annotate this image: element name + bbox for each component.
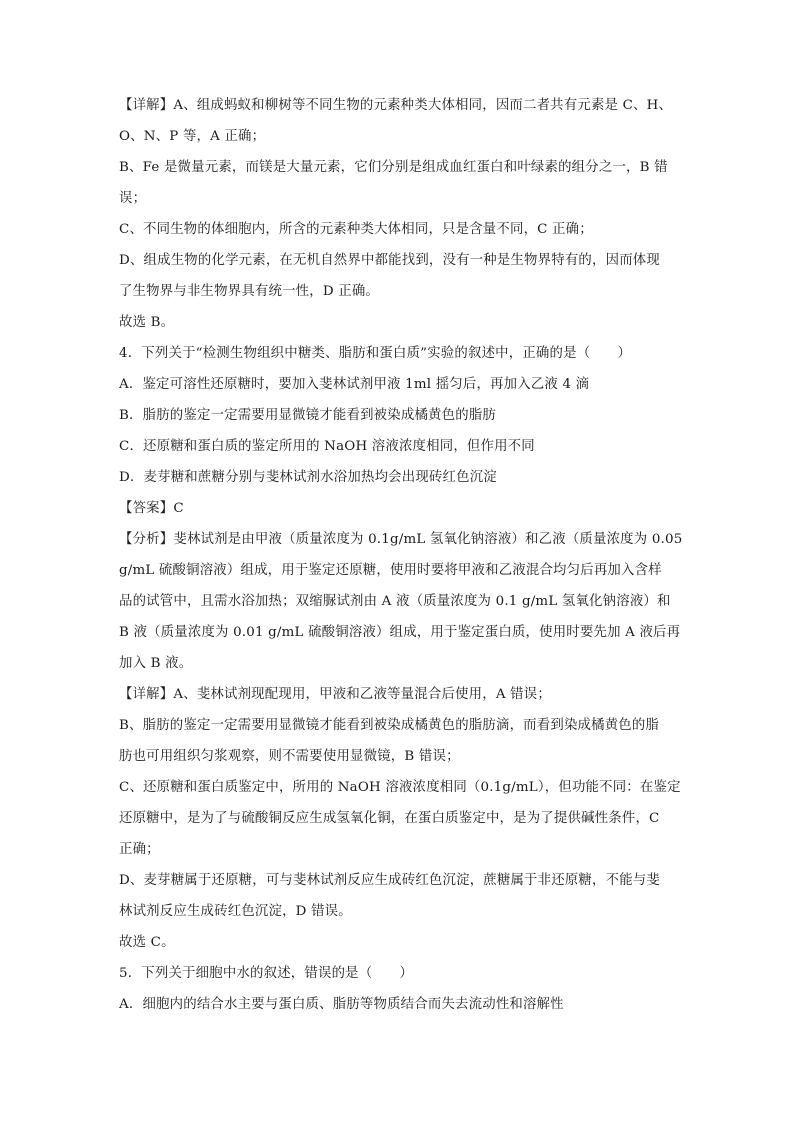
detail-c-line: C、不同生物的体细胞内，所含的元素种类大体相同，只是含量不同，C 正确； xyxy=(119,222,593,237)
detail-4c-line-1: C、还原糖和蛋白质鉴定中，所用的 NaOH 溶液浓度相同（0.1g/mL），但功能不同：在鉴定 xyxy=(119,780,681,795)
detail-a-line-1: 【详解】A、组成蚂蚁和柳树等不同生物的元素种类大体相同，因而二者共有元素是 C、H、 xyxy=(119,98,673,113)
detail-d-line-2: 了生物界与非生物界具有统一性，D 正确。 xyxy=(119,284,380,299)
answer-select-b: 故选 B。 xyxy=(119,315,175,330)
question-5-stem: 5．下列关于细胞中水的叙述，错误的是（ ） xyxy=(119,966,414,981)
detail-4b-line-1: B、脂肪的鉴定一定需要用显微镜才能看到被染成橘黄色的脂肪滴，而看到染成橘黄色的脂 xyxy=(119,718,660,733)
detail-4b-line-2: 肪也可用组织匀浆观察，则不需要使用显微镜，B 错误； xyxy=(119,749,460,764)
detail-b-line-2: 误； xyxy=(119,191,147,206)
question-4-stem: 4．下列关于“检测生物组织中糖类、脂肪和蛋白质”实验的叙述中，正确的是（ ） xyxy=(119,346,632,361)
analysis-line-1: 【分析】斐林试剂是由甲液（质量浓度为 0.1g/mL 氢氧化钠溶液）和乙液（质量浓度为 0.05 xyxy=(119,532,683,547)
question-4-option-c: C．还原糖和蛋白质的鉴定所用的 NaOH 溶液浓度相同，但作用不同 xyxy=(119,439,535,454)
detail-4c-line-2: 还原糖中，是为了与硫酸铜反应生成氢氧化铜，在蛋白质鉴定中，是为了提供碱性条件，C xyxy=(119,811,660,826)
document-page xyxy=(119,96,681,1026)
detail-d-line-1: D、组成生物的化学元素，在无机自然界中都能找到，没有一种是生物界特有的，因而体现 xyxy=(119,253,660,268)
detail-a-line-2: O、N、P 等，A 正确； xyxy=(119,129,266,144)
analysis-line-2: g/mL 硫酸铜溶液）组成，用于鉴定还原糖，使用时要将甲液和乙液混合均匀后再加入含样 xyxy=(119,563,662,578)
question-5-option-a: A．细胞内的结合水主要与蛋白质、脂肪等物质结合而失去流动性和溶解性 xyxy=(119,997,564,1012)
analysis-line-5: 加入 B 液。 xyxy=(119,656,193,671)
analysis-line-3: 品的试管中，且需水浴加热；双缩脲试剂由 A 液（质量浓度为 0.1 g/mL 氢氧化钠溶液）和 xyxy=(119,594,671,609)
answer-select-c: 故选 C。 xyxy=(119,935,175,950)
question-4-option-b: B．脂肪的鉴定一定需要用显微镜才能看到被染成橘黄色的脂肪 xyxy=(119,408,496,423)
detail-4a-line: 【详解】A、斐林试剂现配现用，甲液和乙液等量混合后使用，A 错误； xyxy=(119,687,551,702)
question-4-answer: 【答案】C xyxy=(119,501,184,516)
question-4-option-d: D．麦芽糖和蔗糖分别与斐林试剂水浴加热均会出现砖红色沉淀 xyxy=(119,470,497,485)
detail-4d-line-2: 林试剂反应生成砖红色沉淀，D 错误。 xyxy=(119,904,352,919)
detail-4c-line-3: 正确； xyxy=(119,842,160,857)
detail-b-line-1: B、Fe 是微量元素，而镁是大量元素，它们分别是组成血红蛋白和叶绿素的组分之一，B 错 xyxy=(119,160,668,175)
detail-4d-line-1: D、麦芽糖属于还原糖，可与斐林试剂反应生成砖红色沉淀，蔗糖属于非还原糖，不能与斐 xyxy=(119,873,660,888)
question-4-option-a: A．鉴定可溶性还原糖时，要加入斐林试剂甲液 1ml 摇匀后，再加入乙液 4 滴 xyxy=(119,377,590,392)
analysis-line-4: B 液（质量浓度为 0.01 g/mL 硫酸铜溶液）组成，用于鉴定蛋白质，使用时要先加 A 液后再 xyxy=(119,625,681,640)
